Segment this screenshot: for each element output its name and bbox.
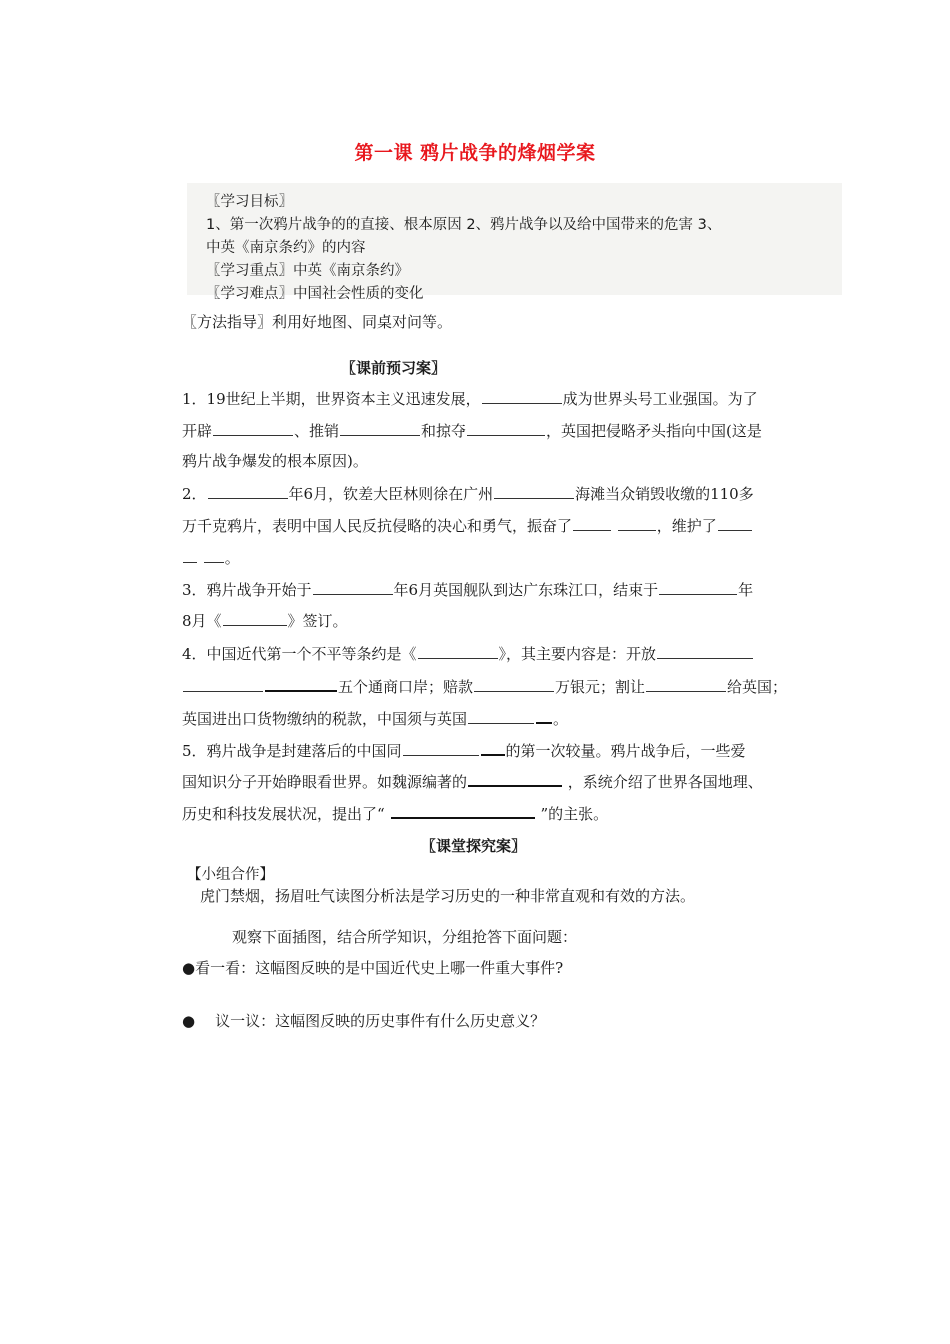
discuss-question <box>182 1011 545 1031</box>
blank[interactable] <box>265 675 337 692</box>
blank[interactable] <box>474 676 554 692</box>
q1-text-e: 和掠夺 <box>421 422 467 440</box>
q3-text-d: 8月《 <box>182 612 222 630</box>
blank[interactable] <box>646 676 726 692</box>
q5-line-3 <box>182 802 608 824</box>
q5-text-a: 5．鸦片战争是封建落后的中国同 <box>182 742 402 760</box>
q2-line-2 <box>182 515 753 536</box>
blank[interactable] <box>183 547 197 563</box>
blank[interactable] <box>313 579 393 595</box>
blank[interactable] <box>494 483 574 499</box>
goals-heading: 〖学习目标〗 <box>206 194 293 210</box>
q4-line-1 <box>182 643 754 664</box>
goals-line-1: 1、第一次鸦片战争的的直接、根本原因 2、鸦片战争以及给中国带来的危害 3、 <box>206 217 722 233</box>
q5-text-b: 的第一次较量。鸦片战争后，一些爱 <box>505 742 746 760</box>
q4-text-g: 。 <box>553 710 569 728</box>
blank[interactable] <box>467 420 545 436</box>
blank[interactable] <box>391 802 535 819</box>
q5-text-d: ，系统介绍了世界各国地理、 <box>567 773 763 791</box>
q5-text-e: 历史和科技发展状况，提出了“ <box>182 805 385 823</box>
blank[interactable] <box>403 740 479 756</box>
blank[interactable] <box>183 676 263 692</box>
blank[interactable] <box>223 610 287 626</box>
q1-line-2 <box>182 420 762 441</box>
q4-line-2 <box>182 675 787 697</box>
goals-line-2: 中英《南京条约》的内容 <box>206 240 366 256</box>
inquiry-heading: 〖课堂探究案〗 <box>421 837 527 855</box>
q1-text-b: 成为世界头号工业强国。为了 <box>562 390 758 408</box>
look-question-text: 看一看：这幅图反映的是中国近代史上哪一件重大事件? <box>195 959 564 977</box>
inquiry-intro: 虎门禁烟，扬眉吐气读图分析法是学习历史的一种非常直观和有效的方法。 <box>200 887 696 905</box>
page-title: 第一课 鸦片战争的烽烟学案 <box>354 142 596 164</box>
blank[interactable] <box>213 420 293 436</box>
q2-text-e: ，维护了 <box>656 517 717 535</box>
blank[interactable] <box>659 579 737 595</box>
q1-text-a: 1．19世纪上半期，世界资本主义迅速发展， <box>182 390 481 408</box>
q5-text-f: ”的主张。 <box>540 805 609 823</box>
blank[interactable] <box>573 515 611 531</box>
blank[interactable] <box>468 770 562 787</box>
q5-line-1 <box>182 739 746 761</box>
q1-line-3: 鸦片战争爆发的根本原因)。 <box>182 452 368 470</box>
preview-heading: 〖课前预习案〗 <box>341 359 447 377</box>
q1-text-f: ，英国把侵略矛头指向中国(这是 <box>546 422 762 440</box>
q2-line-1 <box>182 483 754 504</box>
look-question <box>182 958 563 978</box>
blank[interactable] <box>468 708 534 724</box>
blank[interactable] <box>536 707 552 724</box>
blank[interactable] <box>204 547 224 563</box>
q2-text-c: 海滩当众销毁收缴的110多 <box>575 485 754 503</box>
blank[interactable] <box>482 388 562 404</box>
q4-line-3 <box>182 707 568 729</box>
q4-text-d: 万银元；割让 <box>555 678 646 696</box>
q2-text-a: 2． <box>182 485 207 503</box>
group-work-heading: 【小组合作】 <box>187 867 274 883</box>
q3-text-c: 年 <box>738 581 754 599</box>
q3-line-1 <box>182 579 753 600</box>
discuss-question-text: 议一议：这幅图反映的历史事件有什么历史意义？ <box>215 1012 546 1030</box>
q3-text-a: 3．鸦片战争开始于 <box>182 581 312 599</box>
q4-text-b: 》，其主要内容是：开放 <box>498 645 657 663</box>
bullet-icon: ● <box>182 1012 196 1030</box>
blank[interactable] <box>481 739 505 756</box>
q1-line-1 <box>182 388 758 409</box>
q4-text-c: 五个通商口岸；赔款 <box>338 678 474 696</box>
q4-text-a: 4．中国近代第一个不平等条约是《 <box>182 645 417 663</box>
q1-text-c: 开辟 <box>182 422 213 440</box>
q3-text-e: 》签订。 <box>287 612 348 630</box>
q4-text-f: 英国进出口货物缴纳的税款，中国须与英国 <box>182 710 468 728</box>
q5-text-c: 国知识分子开始睁眼看世界。如魏源编著的 <box>182 773 468 791</box>
q3-line-2 <box>182 610 348 631</box>
q2-text-f: 。 <box>224 549 240 567</box>
bullet-icon: ● <box>182 959 196 977</box>
method-guide: 〖方法指导〗利用好地图、同桌对问等。 <box>182 313 453 331</box>
q5-line-2 <box>182 770 763 792</box>
blank[interactable] <box>718 515 752 531</box>
key-point: 〖学习重点〗中英《南京条约》 <box>206 263 409 279</box>
difficulty-point: 〖学习难点〗中国社会性质的变化 <box>206 286 424 302</box>
blank[interactable] <box>657 643 753 659</box>
q2-text-d: 万千克鸦片，表明中国人民反抗侵略的决心和勇气，振奋了 <box>182 517 573 535</box>
blank[interactable] <box>418 643 498 659</box>
q4-text-e: 给英国； <box>727 678 788 696</box>
q2-line-3 <box>182 547 240 568</box>
observe-instruction: 观察下面插图，结合所学知识，分组抢答下面问题： <box>232 928 578 946</box>
q2-text-b: 年6月，钦差大臣林则徐在广州 <box>288 485 494 503</box>
blank[interactable] <box>208 483 288 499</box>
q3-text-b: 年6月英国舰队到达广东珠江口，结束于 <box>393 581 659 599</box>
q1-text-d: 、推销 <box>294 422 340 440</box>
blank[interactable] <box>618 515 656 531</box>
blank[interactable] <box>340 420 420 436</box>
